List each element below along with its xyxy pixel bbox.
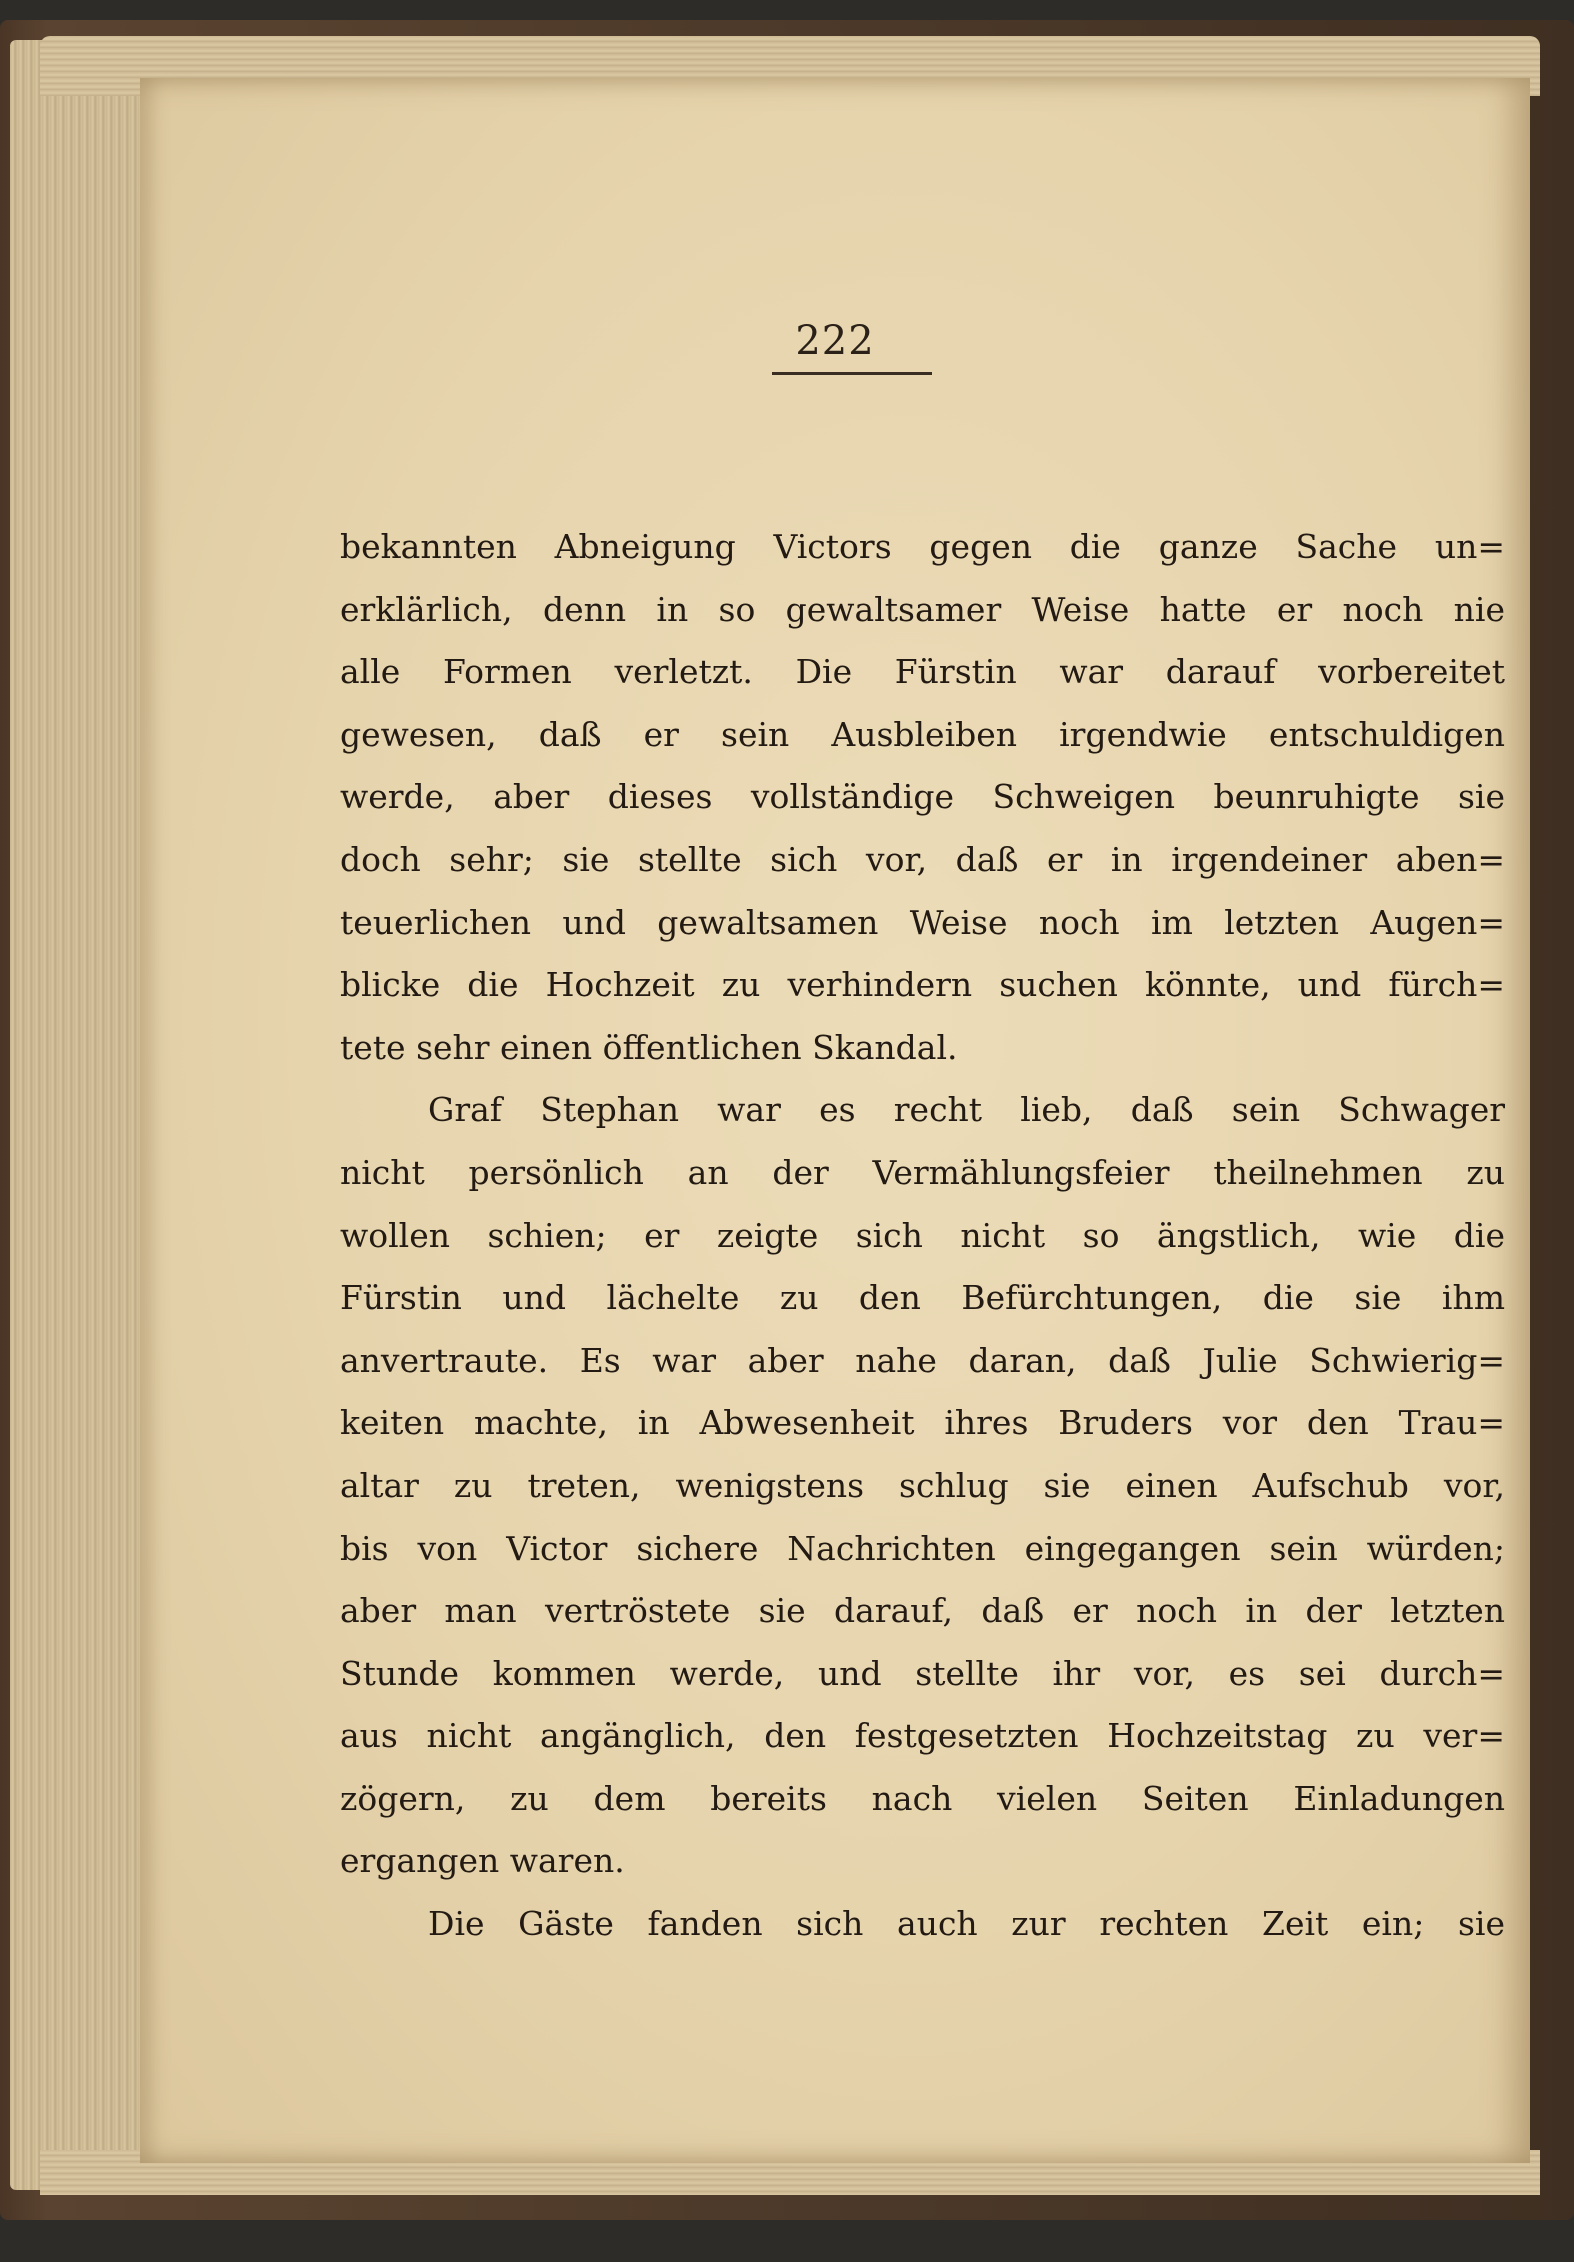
text-line: alle Formen verletzt. Die Fürstin war darauf vorbereitet (340, 652, 1505, 692)
text-line: nicht persönlich an der Vermählungsfeier theilnehmen zu (340, 1152, 1505, 1192)
text-line: zögern, zu dem bereits nach vielen Seiten Einladungen (340, 1778, 1505, 1818)
book-page (140, 78, 1530, 2163)
text-line: Die Gäste fanden sich auch zur rechten Zeit ein; sie (428, 1904, 1505, 1944)
stacked-page-edges (10, 40, 160, 2190)
text-line: werde, aber dieses vollständige Schweigen beunruhigte sie (340, 777, 1505, 817)
text-line: erklärlich, denn in so gewaltsamer Weise hatte er noch nie (340, 589, 1505, 629)
text-line: anvertraute. Es war aber nahe daran, daß Julie Schwierig= (340, 1340, 1505, 1380)
text-line: Fürstin und lächelte zu den Befürchtungen, die sie ihm (340, 1278, 1505, 1318)
text-line: altar zu treten, wenigstens schlug sie einen Aufschub vor, (340, 1465, 1505, 1505)
text-line: keiten machte, in Abwesenheit ihres Bruders vor den Trau= (340, 1403, 1505, 1443)
text-line: Stunde kommen werde, und stellte ihr vor, es sei durch= (340, 1653, 1505, 1693)
text-line: Graf Stephan war es recht lieb, daß sein Schwager (428, 1090, 1505, 1130)
text-line: blicke die Hochzeit zu verhindern suchen könnte, und fürch= (340, 965, 1505, 1005)
text-line: bekannten Abneigung Victors gegen die ganze Sache un= (340, 527, 1505, 566)
text-line: teuerlichen und gewaltsamen Weise noch im letzten Augen= (340, 902, 1505, 942)
text-line: tete sehr einen öffentlichen Skandal. (340, 1027, 958, 1067)
text-line: ergangen waren. (340, 1841, 625, 1881)
text-line: bis von Victor sichere Nachrichten eingegangen sein würden; (340, 1528, 1505, 1568)
text-line: wollen schien; er zeigte sich nicht so ängstlich, wie die (340, 1215, 1505, 1255)
page-number-rule (772, 372, 932, 375)
page-number: 222 (795, 318, 875, 364)
text-line: aus nicht angänglich, den festgesetzten Hochzeitstag zu ver= (340, 1716, 1505, 1756)
text-line: gewesen, daß er sein Ausbleiben irgendwie entschuldigen (340, 714, 1505, 754)
text-line: aber man vertröstete sie darauf, daß er noch in der letzten (340, 1591, 1505, 1631)
body-text (340, 516, 1505, 1956)
text-line: doch sehr; sie stellte sich vor, daß er in irgendeiner aben= (340, 839, 1505, 879)
